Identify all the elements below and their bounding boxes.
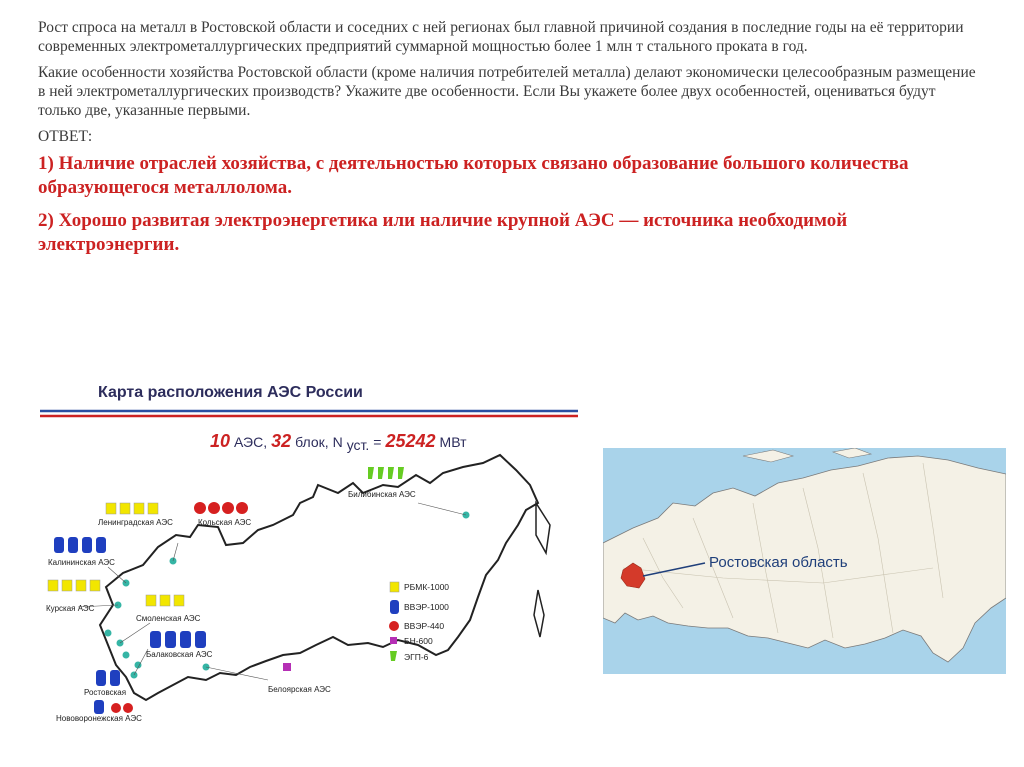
plant-label: Калининская АЭС [48, 558, 115, 567]
legend-label: РБМК-1000 [404, 582, 450, 592]
paragraph-intro: Рост спроса на металл в Ростовской области и соседних с ней регионах был главной причиной создания в последние годы на её территории современных электрометаллургических предприятий суммарной мощностью более 1 млн т стального проката в год. [38, 19, 964, 55]
legend-label: ВВЭР-1000 [404, 602, 449, 612]
nuclear-plants-map [38, 375, 583, 765]
legend-swatch-egp6 [390, 651, 397, 661]
plant-stats: 10 АЭС, 32 блок, N уст. = 25242 МВт [210, 431, 467, 453]
sakhalin-outline [534, 590, 544, 637]
kursk-block-icons [48, 580, 100, 591]
legend-label: БН-600 [404, 636, 433, 646]
billbino-block-icons [368, 467, 404, 479]
smolensk-block-icons [146, 595, 184, 606]
answer-two: 2) Хорошо развитая электроэнергетика или наличие крупной АЭС — источника необходимой электроэнергии. [38, 210, 848, 255]
rostov-region-map [603, 448, 1006, 674]
legend-swatch-vver440 [389, 621, 399, 631]
plant-label: Белоярская АЭС [268, 685, 331, 694]
plant-label: Нововоронежская АЭС [56, 714, 142, 723]
question-text [38, 18, 978, 266]
russia-outline [100, 455, 538, 700]
legend-swatch-vver1000 [390, 600, 399, 614]
legend-label: ЭГП-6 [404, 652, 429, 662]
legend-swatch-rbmk [390, 582, 399, 592]
beloyarsk-block-icon [283, 663, 291, 671]
plant-label: Балаковская АЭС [146, 650, 213, 659]
rostov-block-icons [96, 670, 120, 686]
plant-label: Ростовская [84, 688, 127, 697]
plant-label: Курская АЭС [46, 604, 95, 613]
map-title: Карта расположения АЭС России [98, 384, 363, 401]
plant-label: Билибинская АЭС [348, 490, 416, 499]
novovoronezh-block-icons [94, 700, 133, 714]
plant-label: Ленинградская АЭС [98, 518, 173, 527]
answer-one: 1) Наличие отраслей хозяйства, с деятельностью которых связано образование большого количества образующегося металлолома. [38, 153, 909, 198]
balakovo-block-icons [150, 631, 206, 648]
kola-block-icons [194, 502, 248, 514]
leningrad-block-icons [106, 503, 158, 514]
answer-label: ОТВЕТ: [38, 128, 93, 145]
legend-label: ВВЭР-440 [404, 621, 445, 631]
kamchatka-outline [536, 503, 550, 553]
paragraph-question: Какие особенности хозяйства Ростовской области (кроме наличия потребителей металла) делают экономически целесообразным размещение в ней электрометаллургических производств? Укажите две особенности. Если Вы укажете более двух особенностей, оцениваться будут только две, указанные первыми. [38, 64, 976, 119]
map-legend [389, 582, 449, 662]
plant-label: Кольская АЭС [198, 518, 252, 527]
kalinin-block-icons [54, 537, 106, 553]
plant-label: Смоленская АЭС [136, 614, 201, 623]
region-label: Ростовская область [709, 554, 848, 571]
legend-swatch-bn600 [390, 637, 397, 644]
